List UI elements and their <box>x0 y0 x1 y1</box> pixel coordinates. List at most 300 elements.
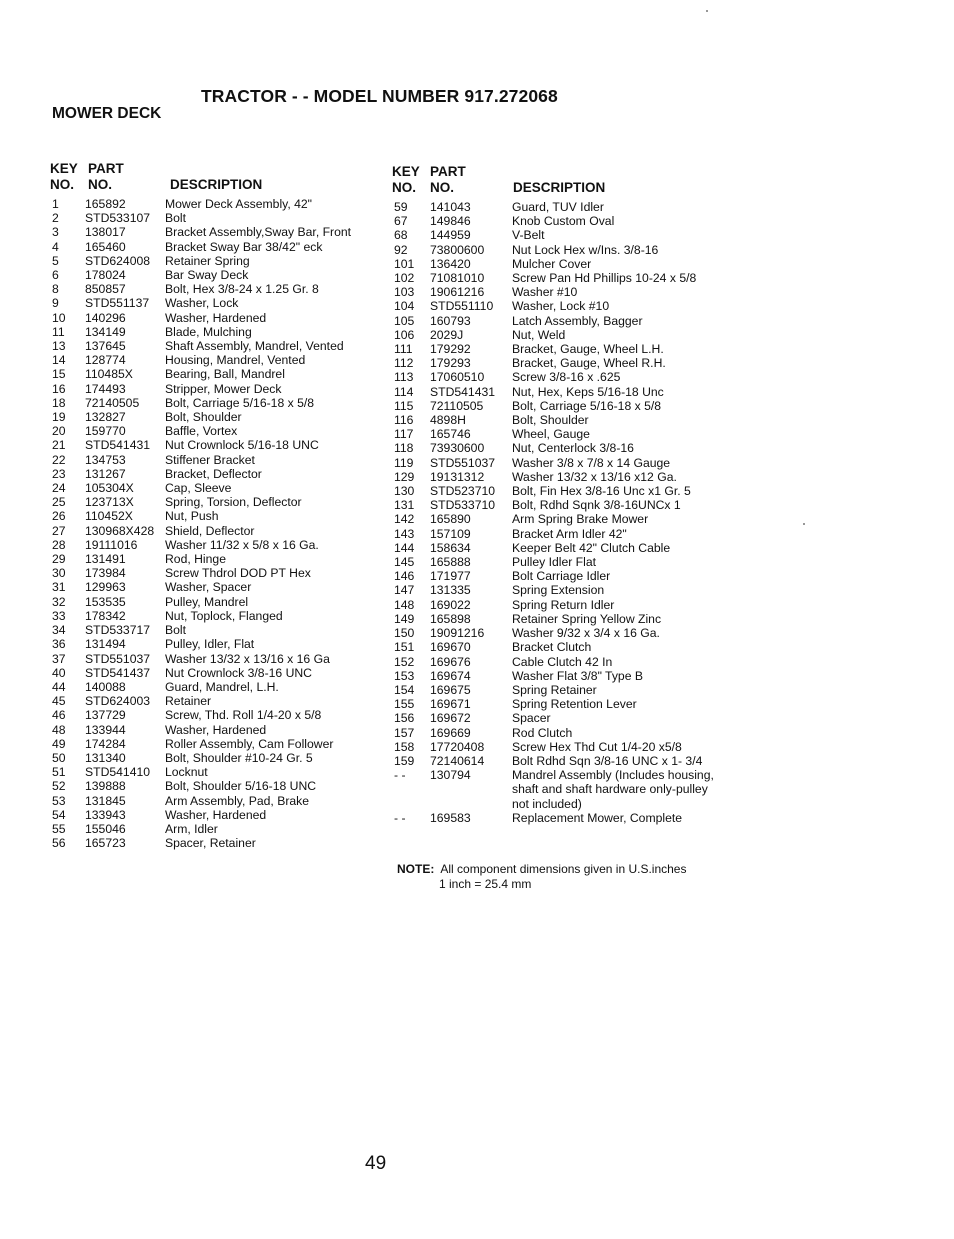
part-number: 137645 <box>85 339 126 354</box>
part-description: Bracket Assembly,Sway Bar, Front <box>165 225 352 240</box>
key-number: 19 <box>52 410 66 425</box>
part-number: 131340 <box>85 750 126 765</box>
part-number: 110452X <box>85 509 133 524</box>
table-row <box>392 356 742 370</box>
key-number: 111 <box>394 342 413 357</box>
table-row <box>50 538 390 552</box>
table-row <box>50 708 390 722</box>
part-description: Bracket, Deflector <box>165 466 262 481</box>
part-description: Bracket Arm Idler 42" <box>512 526 627 541</box>
part-description: Keeper Belt 42" Clutch Cable <box>512 540 671 555</box>
key-number: 28 <box>52 537 66 552</box>
table-row <box>392 399 742 413</box>
part-description: Bolt <box>165 623 187 638</box>
key-number: 156 <box>394 711 415 726</box>
key-header-line1: KEY <box>50 161 78 176</box>
table-row <box>392 370 742 384</box>
part-description: Bolt, Carriage 5/16-18 x 5/8 <box>165 395 315 410</box>
table-row <box>50 723 390 737</box>
table-row <box>392 427 742 441</box>
table-row <box>50 495 390 509</box>
table-row <box>50 240 390 254</box>
key-number: 10 <box>52 310 66 325</box>
part-number: 153535 <box>85 594 126 609</box>
description-header: DESCRIPTION <box>170 177 263 192</box>
key-number: 143 <box>394 526 415 541</box>
table-row <box>50 524 390 538</box>
part-number: 72140614 <box>430 753 485 768</box>
part-description: Wheel, Gauge <box>512 427 590 442</box>
part-number: 138017 <box>85 225 126 240</box>
part-number: 144959 <box>430 228 471 243</box>
part-number: 149846 <box>430 214 471 229</box>
table-row <box>50 367 390 381</box>
part-description: V-Belt <box>512 228 545 243</box>
part-number: STD541431 <box>430 384 496 399</box>
key-number: 129 <box>394 469 415 484</box>
part-number: 131491 <box>85 552 126 567</box>
key-number: 23 <box>52 466 66 481</box>
part-description: Rod, Hinge <box>165 552 226 567</box>
part-header-line2: NO. <box>88 177 113 192</box>
part-number: 141043 <box>430 200 471 214</box>
key-number: 29 <box>52 552 66 567</box>
key-number: 40 <box>52 665 66 680</box>
part-description: Bolt, Shoulder 5/16-18 UNC <box>165 779 317 794</box>
part-description: Arm Assembly, Pad, Brake <box>165 793 310 808</box>
key-number: 159 <box>394 753 415 768</box>
table-row <box>392 640 742 654</box>
table-row <box>392 299 742 313</box>
key-number: 154 <box>394 682 415 697</box>
part-number: 169583 <box>430 810 471 825</box>
part-description: Washer, Lock #10 <box>512 299 610 314</box>
part-header-line1: PART <box>430 164 466 179</box>
part-description: Bearing, Ball, Mandrel <box>165 367 285 382</box>
table-row <box>392 598 742 612</box>
part-description: Pulley, Mandrel <box>165 594 249 609</box>
table-row <box>392 484 742 498</box>
key-number: 2 <box>52 211 59 226</box>
key-number: 112 <box>394 356 414 371</box>
table-row <box>50 282 390 296</box>
part-number: 132827 <box>85 410 126 425</box>
part-description: Spring Retainer <box>512 682 597 697</box>
table-row <box>50 680 390 694</box>
part-number: 131845 <box>85 793 126 808</box>
key-number: 6 <box>52 268 59 283</box>
part-number: 137729 <box>85 708 126 723</box>
part-number: 131267 <box>85 466 126 481</box>
part-number: 157109 <box>430 526 471 541</box>
table-row <box>392 726 742 740</box>
part-number: 140088 <box>85 679 126 694</box>
table-row <box>50 424 390 438</box>
part-number: 850857 <box>85 282 126 297</box>
part-number: 165723 <box>85 836 126 851</box>
key-number: 153 <box>394 668 415 683</box>
part-description: Washer 3/8 x 7/8 x 14 Gauge <box>512 455 671 470</box>
table-row <box>50 580 390 594</box>
key-number: 151 <box>394 640 415 655</box>
key-number: 30 <box>52 566 66 581</box>
key-number: 27 <box>52 523 66 538</box>
table-row <box>50 552 390 566</box>
key-number: 21 <box>52 438 66 453</box>
table-row <box>392 655 742 669</box>
table-row <box>50 652 390 666</box>
key-number: 45 <box>52 694 66 709</box>
part-number: 131494 <box>85 637 126 652</box>
table-row <box>392 470 742 484</box>
table-row <box>50 211 390 225</box>
part-number: 19061216 <box>430 285 485 300</box>
part-number: 169670 <box>430 640 471 655</box>
part-number: 165898 <box>430 611 471 626</box>
part-description: Bracket Clutch <box>512 640 592 655</box>
key-number: 5 <box>52 253 59 268</box>
table-row <box>50 225 390 239</box>
part-number: 179292 <box>430 342 471 357</box>
part-description: Screw Thdrol DOD PT Hex <box>165 566 311 581</box>
table-row <box>392 214 742 228</box>
table-row <box>392 314 742 328</box>
part-number: 171977 <box>430 569 471 584</box>
table-row <box>50 453 390 467</box>
page-number: 49 <box>365 1153 387 1174</box>
part-number: 73930600 <box>430 441 485 456</box>
key-number: 1 <box>52 197 59 211</box>
parts-table-left <box>50 161 390 850</box>
part-description: Stiffener Bracket <box>165 452 255 467</box>
part-description: Latch Assembly, Bagger <box>512 313 643 328</box>
part-number: 139888 <box>85 779 126 794</box>
table-row <box>392 569 742 583</box>
part-number: 19111016 <box>85 537 138 552</box>
part-description: Washer, Hardened <box>165 807 267 822</box>
key-number: 150 <box>394 626 415 641</box>
part-description: Arm Spring Brake Mower <box>512 512 649 527</box>
part-number: 169669 <box>430 725 471 740</box>
key-number: 56 <box>52 836 66 851</box>
table-row <box>392 285 742 299</box>
key-number: 105 <box>394 313 415 328</box>
part-number: STD624008 <box>85 253 151 268</box>
key-number: 142 <box>394 512 415 527</box>
table-row <box>392 413 742 427</box>
part-number: 165892 <box>85 197 126 211</box>
table-row <box>50 609 390 623</box>
key-number: 118 <box>394 441 414 456</box>
key-number: 147 <box>394 583 415 598</box>
part-description: Bolt Rdhd Sqn 3/8-16 UNC x 1- 3/4 <box>512 753 703 768</box>
part-number: STD533717 <box>85 623 151 638</box>
part-number: 155046 <box>85 821 126 836</box>
table-row <box>392 740 742 754</box>
part-description: Bolt, Shoulder <box>165 410 242 425</box>
key-number: 148 <box>394 597 415 612</box>
table-row <box>50 353 390 367</box>
part-description: Shield, Deflector <box>165 523 255 538</box>
part-description: Housing, Mandrel, Vented <box>165 353 306 368</box>
description-header: DESCRIPTION <box>513 180 606 195</box>
part-description: Nut, Weld <box>512 327 566 342</box>
part-description: Knob Custom Oval <box>512 214 615 229</box>
key-header-line1: KEY <box>392 164 420 179</box>
key-number: 145 <box>394 555 415 570</box>
key-number: 114 <box>394 384 414 399</box>
key-number: 117 <box>394 427 414 442</box>
part-description: Pulley, Idler, Flat <box>165 637 255 652</box>
key-number: 68 <box>394 228 408 243</box>
part-number: 123713X <box>85 495 134 510</box>
key-number: 55 <box>52 821 66 836</box>
part-description: Pulley Idler Flat <box>512 555 596 570</box>
table-row <box>392 626 742 640</box>
key-number: 51 <box>52 765 66 780</box>
key-number: - - <box>394 768 406 783</box>
part-description: Bracket Sway Bar 38/42" eck <box>165 239 323 254</box>
key-number: 11 <box>52 324 65 339</box>
part-number: 173984 <box>85 566 126 581</box>
table-header-left <box>50 161 390 197</box>
table-row <box>50 197 390 211</box>
table-row <box>50 751 390 765</box>
part-description: Screw Hex Thd Cut 1/4-20 x5/8 <box>512 739 682 754</box>
key-number: 24 <box>52 481 66 496</box>
part-number: 179293 <box>430 356 471 371</box>
table-row <box>392 271 742 285</box>
part-number: STD541431 <box>85 438 151 453</box>
part-description: Retainer Spring <box>165 253 250 268</box>
table-row <box>392 200 742 214</box>
key-number: 49 <box>52 736 66 751</box>
part-number: STD551037 <box>430 455 496 470</box>
part-description: Washer 9/32 x 3/4 x 16 Ga. <box>512 626 660 641</box>
part-description: Guard, Mandrel, L.H. <box>165 679 279 694</box>
part-description: Roller Assembly, Cam Follower <box>165 736 334 751</box>
part-number: 110485X <box>85 367 133 382</box>
key-number: 8 <box>52 282 59 297</box>
table-row <box>50 808 390 822</box>
part-description: Spring Extension <box>512 583 605 598</box>
part-description: Washer, Lock <box>165 296 239 311</box>
part-number: 169671 <box>430 697 471 712</box>
parts-list-left <box>50 197 390 850</box>
key-header-line2: NO. <box>50 177 75 192</box>
key-number: 67 <box>394 214 408 229</box>
key-number: 158 <box>394 739 415 754</box>
key-number: 103 <box>394 285 415 300</box>
table-row <box>50 765 390 779</box>
part-number: 169672 <box>430 711 471 726</box>
table-row <box>392 512 742 526</box>
part-number: STD533710 <box>430 498 496 513</box>
table-row <box>392 811 742 825</box>
part-number: 159770 <box>85 424 126 439</box>
table-row <box>392 583 742 597</box>
part-description: Nut, Centerlock 3/8-16 <box>512 441 634 456</box>
table-row <box>50 779 390 793</box>
part-description: Washer #10 <box>512 285 578 300</box>
scan-speck <box>803 523 805 525</box>
part-number: 165890 <box>430 512 471 527</box>
part-description: Spacer <box>512 711 551 726</box>
part-number: 160793 <box>430 313 471 328</box>
part-description: Bolt <box>165 211 187 226</box>
part-header-line2: NO. <box>430 180 455 195</box>
table-row <box>392 754 742 768</box>
table-row <box>50 623 390 637</box>
part-description: Spacer, Retainer <box>165 836 256 851</box>
note-line1: All component dimensions given in U.S.inches <box>440 862 687 876</box>
part-number: 174493 <box>85 381 126 396</box>
part-description: Nut Crownlock 3/8-16 UNC <box>165 665 312 680</box>
key-number: 26 <box>52 509 66 524</box>
part-number: 169675 <box>430 682 471 697</box>
table-row <box>392 342 742 356</box>
part-description: Rod Clutch <box>512 725 573 740</box>
key-number: 53 <box>52 793 66 808</box>
table-row <box>50 254 390 268</box>
key-number: 130 <box>394 484 415 499</box>
table-row <box>392 385 742 399</box>
dimension-note <box>397 862 686 892</box>
key-number: 22 <box>52 452 66 467</box>
part-number: STD541437 <box>85 665 151 680</box>
part-description: Shaft Assembly, Mandrel, Vented <box>165 339 344 354</box>
key-number: 102 <box>394 271 415 286</box>
table-row <box>392 257 742 271</box>
part-description: Nut Crownlock 5/16-18 UNC <box>165 438 319 453</box>
table-row <box>50 311 390 325</box>
table-row <box>392 711 742 725</box>
part-number: 169022 <box>430 597 471 612</box>
part-description: Nut, Toplock, Flanged <box>165 608 283 623</box>
part-description: Nut, Hex, Keps 5/16-18 Unc <box>512 384 664 399</box>
table-row <box>392 441 742 455</box>
key-number: 131 <box>394 498 415 513</box>
table-row <box>50 268 390 282</box>
part-number: 140296 <box>85 310 126 325</box>
key-number: 9 <box>52 296 59 311</box>
table-row <box>50 339 390 353</box>
key-number: 20 <box>52 424 66 439</box>
part-description: Screw 3/8-16 x .625 <box>512 370 621 385</box>
part-description: Blade, Mulching <box>165 324 252 339</box>
part-description: Washer Flat 3/8" Type B <box>512 668 643 683</box>
part-number: STD551137 <box>85 296 150 311</box>
part-number: 129963 <box>85 580 126 595</box>
part-number: 174284 <box>85 736 126 751</box>
part-number: 158634 <box>430 540 471 555</box>
key-number: 14 <box>52 353 66 368</box>
table-row <box>50 822 390 836</box>
part-description: Washer 11/32 x 5/8 x 16 Ga. <box>165 537 319 552</box>
part-description: Bolt Carriage Idler <box>512 569 611 584</box>
key-number: 59 <box>394 200 408 214</box>
part-number: 128774 <box>85 353 126 368</box>
table-row <box>50 737 390 751</box>
key-number: 52 <box>52 779 66 794</box>
part-number: 165888 <box>430 555 471 570</box>
table-row <box>50 595 390 609</box>
part-description: Stripper, Mower Deck <box>165 381 282 396</box>
key-number: 152 <box>394 654 415 669</box>
part-description: Bolt, Rdhd Sqnk 3/8-16UNCx 1 <box>512 498 681 513</box>
key-number: 33 <box>52 608 66 623</box>
part-number: 19091216 <box>430 626 485 641</box>
key-number: 3 <box>52 225 59 240</box>
table-header-right <box>392 164 742 200</box>
part-description: Spring Return Idler <box>512 597 615 612</box>
part-number: STD551110 <box>430 299 494 314</box>
part-number: 169676 <box>430 654 471 669</box>
table-row <box>50 637 390 651</box>
part-description: Washer, Hardened <box>165 722 267 737</box>
table-row <box>50 566 390 580</box>
key-number: 32 <box>52 594 66 609</box>
part-number: 19131312 <box>430 469 485 484</box>
key-number: 146 <box>394 569 415 584</box>
part-description: Baffle, Vortex <box>165 424 238 439</box>
table-row <box>392 697 742 711</box>
part-description: Mulcher Cover <box>512 256 592 271</box>
page-title: TRACTOR - - MODEL NUMBER 917.272068 <box>201 86 558 106</box>
key-number: 157 <box>394 725 415 740</box>
key-number: 34 <box>52 623 66 638</box>
part-description: Bolt, Shoulder <box>512 413 589 428</box>
part-number: STD551037 <box>85 651 151 666</box>
table-row <box>392 456 742 470</box>
table-row <box>392 498 742 512</box>
part-description: Washer, Hardened <box>165 310 267 325</box>
key-number: 113 <box>394 370 414 385</box>
part-description: Washer 13/32 x 13/16 x 16 Ga <box>165 651 330 666</box>
part-description: Washer, Spacer <box>165 580 252 595</box>
table-row <box>392 555 742 569</box>
key-number: 119 <box>394 455 414 470</box>
part-description: Bar Sway Deck <box>165 268 249 283</box>
part-number: 178342 <box>85 608 126 623</box>
part-number: 73800600 <box>430 242 485 257</box>
table-row <box>50 296 390 310</box>
key-number: 46 <box>52 708 66 723</box>
table-row <box>392 612 742 626</box>
table-row <box>392 228 742 242</box>
part-number: STD624003 <box>85 694 151 709</box>
part-number: 165746 <box>430 427 471 442</box>
key-number: 101 <box>394 256 415 271</box>
part-number: 134149 <box>85 324 126 339</box>
table-row <box>392 527 742 541</box>
table-row <box>50 794 390 808</box>
part-description: Bolt, Hex 3/8-24 x 1.25 Gr. 8 <box>165 282 319 297</box>
key-number: 15 <box>52 367 66 382</box>
key-number: 36 <box>52 637 66 652</box>
part-number: 105304X <box>85 481 134 496</box>
part-number: 134753 <box>85 452 126 467</box>
part-description: Bracket, Gauge, Wheel R.H. <box>512 356 666 371</box>
parts-list-right <box>392 200 742 825</box>
scan-speck <box>706 10 708 12</box>
part-description: Cable Clutch 42 In <box>512 654 613 669</box>
part-number: 72140505 <box>85 395 140 410</box>
part-number: 4898H <box>430 413 466 428</box>
key-number: 4 <box>52 239 59 254</box>
note-line2: 1 inch = 25.4 mm <box>439 877 532 891</box>
part-description: Screw, Thd. Roll 1/4-20 x 5/8 <box>165 708 322 723</box>
